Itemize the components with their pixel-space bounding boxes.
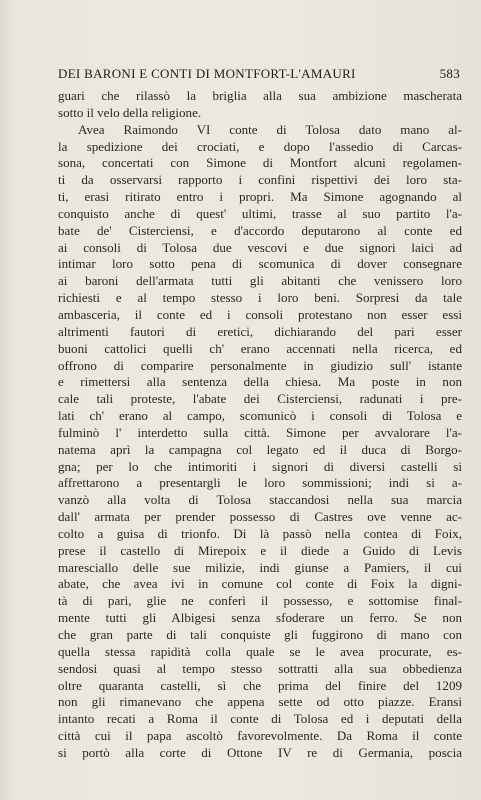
text-line: ai consoli di Tolosa due vescovi e due signori laici ad bbox=[58, 239, 462, 255]
text-line: fulminò l' interdetto sulla città. Simone per avvalorare l'a- bbox=[58, 424, 462, 440]
text-line: offrono di comparire personalmente in giudizio sull' istante bbox=[58, 357, 462, 373]
text-line: oltre quaranta castelli, sì che prima del finire del 1209 bbox=[58, 677, 462, 693]
text-line: affrettarono a presentargli le loro sommissioni; indi si a- bbox=[58, 475, 462, 491]
text-line: non gli rimanevano che appena sette od otto piazze. Eransi bbox=[58, 694, 462, 710]
text-line: intanto recati a Roma il conte di Tolosa ed i deputati della bbox=[58, 711, 462, 727]
text-line: gna; per lo che intimoriti i signori di diversi castelli si bbox=[58, 458, 462, 474]
text-line: natema aprì la campagna col legato ed il duca di Borgo- bbox=[58, 441, 462, 457]
text-line: ai baroni dell'armata tutti gli abitanti che venissero loro bbox=[58, 273, 462, 289]
text-line: cale tali proteste, l'abate dei Cisterciensi, radunati i pre- bbox=[58, 391, 462, 407]
text-line: ti, erasi ritirato entro i propri. Ma Simone agognando al bbox=[58, 189, 462, 205]
text-line: richiesti e al tempo stesso i loro beni. Sorpresi da tale bbox=[58, 290, 462, 306]
text-line: sendosi quasi al tempo stesso sottratti alla sua obbedienza bbox=[58, 660, 462, 676]
running-header bbox=[58, 66, 460, 82]
text-line: città cui il papa ascoltò favorevolmente. Da Roma il conte bbox=[58, 728, 462, 744]
text-line: maresciallo delle sue milizie, indi giunse a Pamiers, il cui bbox=[58, 559, 462, 575]
body-text bbox=[58, 88, 462, 762]
text-line: prese il castello di Mirepoix e il diede a Guido di Levis bbox=[58, 542, 462, 558]
text-line: ambasceria, il conte ed i consoli protestano non esser essi bbox=[58, 306, 462, 322]
text-line: tà di pari, glie ne conferì il possesso, e sottomise final- bbox=[58, 593, 462, 609]
text-line: sona, concertati con Simone di Montfort alcuni regolamen- bbox=[58, 155, 462, 171]
text-line: si portò alla corte di Ottone IV re di Germania, poscia bbox=[58, 744, 462, 760]
text-line: conquisto anche di quest' ultimi, trasse al suo partito l'a- bbox=[58, 205, 462, 221]
text-line: intimar loro sotto pena di scomunica di dover consegnare bbox=[58, 256, 462, 272]
page-number: 583 bbox=[439, 66, 460, 81]
text-line: quella stessa rapidità colla quale se le avea procurate, es- bbox=[58, 643, 462, 659]
text-line: e rimettersi alla sentenza della chiesa. Ma poste in non bbox=[58, 374, 462, 390]
text-line: Avea Raimondo VI conte di Tolosa dato mano al- bbox=[78, 121, 462, 137]
text-line: mente tutti gli Albigesi senza sfoderare un ferro. Se non bbox=[58, 610, 462, 626]
running-title: DEI BARONI E CONTI DI MONTFORT-L'AMAURI bbox=[58, 66, 356, 81]
text-line: dall' armata per prender possesso di Castres ove venne ac- bbox=[58, 509, 462, 525]
text-line: abate, che avea ivi in comune col conte di Foix la digni- bbox=[58, 576, 462, 592]
text-line: bate de' Cisterciensi, e d'accordo deputarono al conte ed bbox=[58, 222, 462, 238]
text-line: ti da osservarsi rapporto i confini rispettivi dei loro sta- bbox=[58, 172, 462, 188]
text-line: colto a guisa di trionfo. Di là passò nella contea di Foix, bbox=[58, 525, 462, 541]
text-line: lati ch' erano al campo, scomunicò i consoli di Tolosa e bbox=[58, 408, 462, 424]
text-line: buoni cattolici quelli ch' erano accennati nella ricerca, ed bbox=[58, 340, 462, 356]
text-line: guari che rilassò la briglia alla sua ambizione mascherata bbox=[58, 88, 462, 103]
text-line: che gran parte di tali conquiste gli fuggirono di mano con bbox=[58, 627, 462, 642]
text-line: vanzò alla volta di Tolosa staccandosi nella sua marcia bbox=[58, 492, 462, 508]
text-line: sotto il velo della religione. bbox=[58, 104, 202, 120]
text-line: la spedizione dei crociati, e dopo l'assedio di Carcas- bbox=[58, 138, 462, 154]
text-line: altrimenti fautori di eretici, dichiarando del pari esser bbox=[58, 323, 462, 339]
